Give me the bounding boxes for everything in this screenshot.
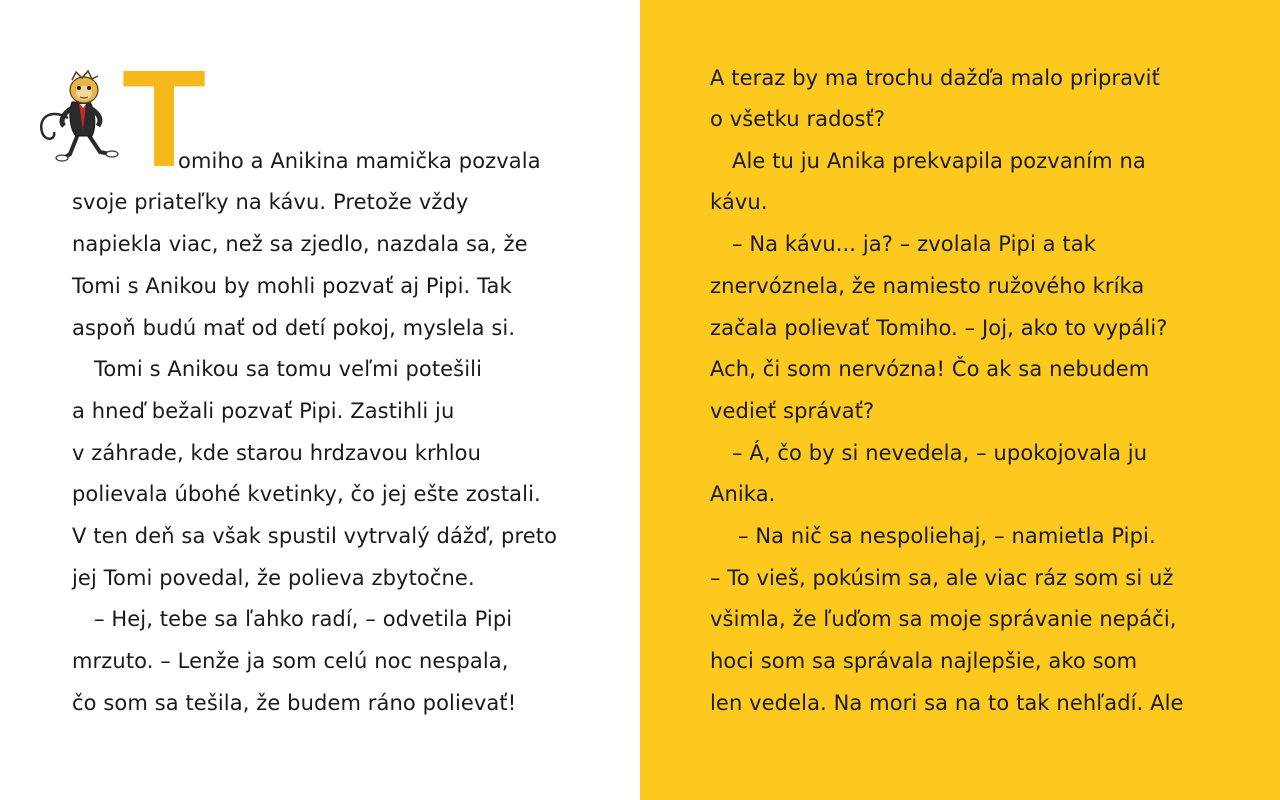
text-line: a hneď bežali pozvať Pipi. Zastihli ju — [72, 399, 455, 423]
svg-text:T: T — [121, 42, 207, 196]
text-line: kávu. — [710, 190, 768, 214]
text-line: Tomi s Anikou by mohli pozvať aj Pipi. Tak — [72, 274, 512, 298]
text-line: všimla, že ľuďom sa moje správanie nepáči, — [710, 607, 1177, 631]
text-line: aspoň budú mať od detí pokoj, myslela si. — [72, 316, 516, 340]
text-line: znervóznela, že namiesto ružového kríka — [710, 274, 1145, 298]
text-line: Anika. — [710, 482, 776, 506]
text-line: v záhrade, kde starou hrdzavou krhlou — [72, 441, 482, 465]
monkey-illustration — [30, 68, 134, 164]
text-line: – Hej, tebe sa ľahko radí, – odvetila Pipi — [94, 607, 513, 631]
text-line: len vedela. Na mori sa na to tak nehľadí. Ale — [710, 691, 1184, 715]
text-line: mrzuto. – Lenže ja som celú noc nespala, — [72, 649, 509, 673]
text-line: polievala úbohé kvetinky, čo jej ešte zostali. — [72, 482, 541, 506]
text-line: jej Tomi povedal, že polieva zbytočne. — [72, 566, 475, 590]
text-line: Tomi s Anikou sa tomu veľmi potešili — [94, 357, 483, 381]
text-line: Ale tu ju Anika prekvapila pozvaním na — [732, 149, 1146, 173]
text-line: vedieť správať? — [710, 399, 875, 423]
text-line: – Na nič sa nespoliehaj, – namietla Pipi. — [738, 524, 1156, 548]
text-line: začala polievať Tomiho. – Joj, ako to vypáli? — [710, 316, 1168, 340]
text-line: omiho a Anikina mamička pozvala — [178, 149, 541, 173]
text-line: – To vieš, pokúsim sa, ale viac ráz som si už — [710, 566, 1174, 590]
text-line: čo som sa tešila, že budem ráno polievať! — [72, 691, 517, 715]
text-line: o všetku radosť? — [710, 107, 886, 131]
text-line: A teraz by ma trochu dažďa malo pripraviť — [710, 66, 1160, 90]
text-line: Ach, či som nervózna! Čo ak sa nebudem — [710, 357, 1150, 381]
text-line: hoci som sa správala najlepšie, ako som — [710, 649, 1138, 673]
text-line: svoje priateľky na kávu. Pretože vždy — [72, 190, 469, 214]
text-line: napiekla viac, než sa zjedlo, nazdala sa, že — [72, 232, 528, 256]
text-line: – Á, čo by si nevedela, – upokojovala ju — [732, 441, 1148, 465]
text-line: V ten deň sa však spustil vytrvalý dážď, preto — [72, 524, 558, 548]
text-line: – Na kávu... ja? – zvolala Pipi a tak — [732, 232, 1096, 256]
